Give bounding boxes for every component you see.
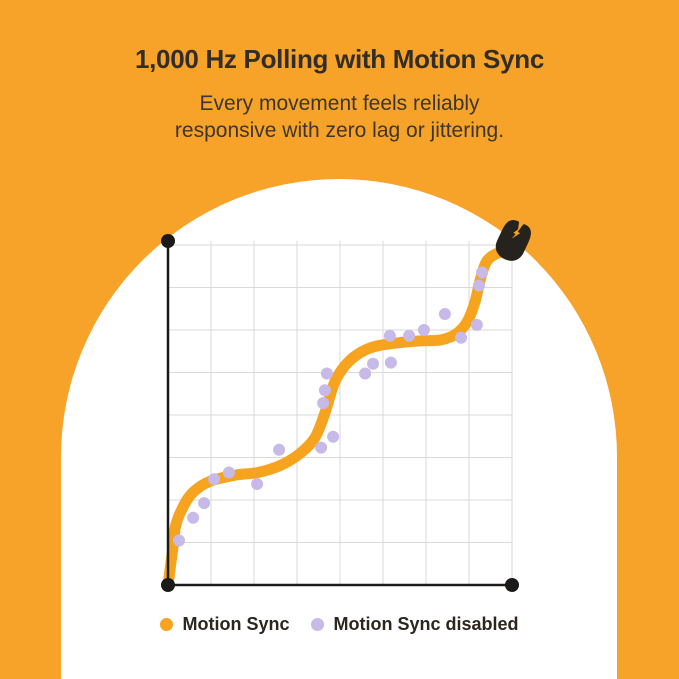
- jitter-dot: [198, 497, 210, 509]
- orange-dot-icon: [160, 618, 173, 631]
- subtitle-line-1: Every movement feels reliably: [199, 92, 480, 115]
- jitter-dot: [208, 473, 220, 485]
- jitter-dot: [403, 330, 415, 342]
- legend-label-motion-sync-disabled: Motion Sync disabled: [333, 613, 519, 634]
- origin-dot: [161, 578, 175, 592]
- jitter-dot: [359, 368, 371, 380]
- jitter-dot: [471, 319, 483, 331]
- jitter-dot: [367, 358, 379, 370]
- legend-label-motion-sync: Motion Sync: [182, 613, 290, 634]
- motion-sync-curve: [168, 251, 505, 585]
- jitter-dot: [223, 467, 235, 479]
- x-axis-end-dot: [505, 578, 519, 592]
- chart-grid: [168, 241, 512, 585]
- jitter-dot: [473, 280, 485, 292]
- jitter-dot: [273, 444, 285, 456]
- legend-item-motion-sync-disabled: [311, 614, 518, 635]
- page-title: 1,000 Hz Polling with Motion Sync: [134, 44, 545, 74]
- jitter-dot: [317, 397, 329, 409]
- y-axis-end-dot: [161, 234, 175, 248]
- jitter-dot: [418, 324, 430, 336]
- subtitle-line-2: responsive with zero lag or jittering.: [174, 119, 505, 142]
- header: [0, 44, 679, 144]
- chart-legend: [0, 611, 679, 637]
- jitter-dot: [187, 512, 199, 524]
- jitter-dot: [455, 332, 467, 344]
- jitter-dot: [439, 308, 451, 320]
- purple-dot-icon: [311, 618, 324, 631]
- jitter-dot: [173, 535, 185, 547]
- jitter-dot: [321, 368, 333, 380]
- jitter-dot: [315, 442, 327, 454]
- jitter-dot: [476, 267, 488, 279]
- jitter-dot: [251, 478, 263, 490]
- page-subtitle: [0, 90, 679, 144]
- legend-item-motion-sync: [160, 614, 289, 635]
- jitter-dot: [385, 357, 397, 369]
- jitter-dot: [327, 431, 339, 443]
- jitter-dot: [319, 384, 331, 396]
- jitter-dot: [384, 330, 396, 342]
